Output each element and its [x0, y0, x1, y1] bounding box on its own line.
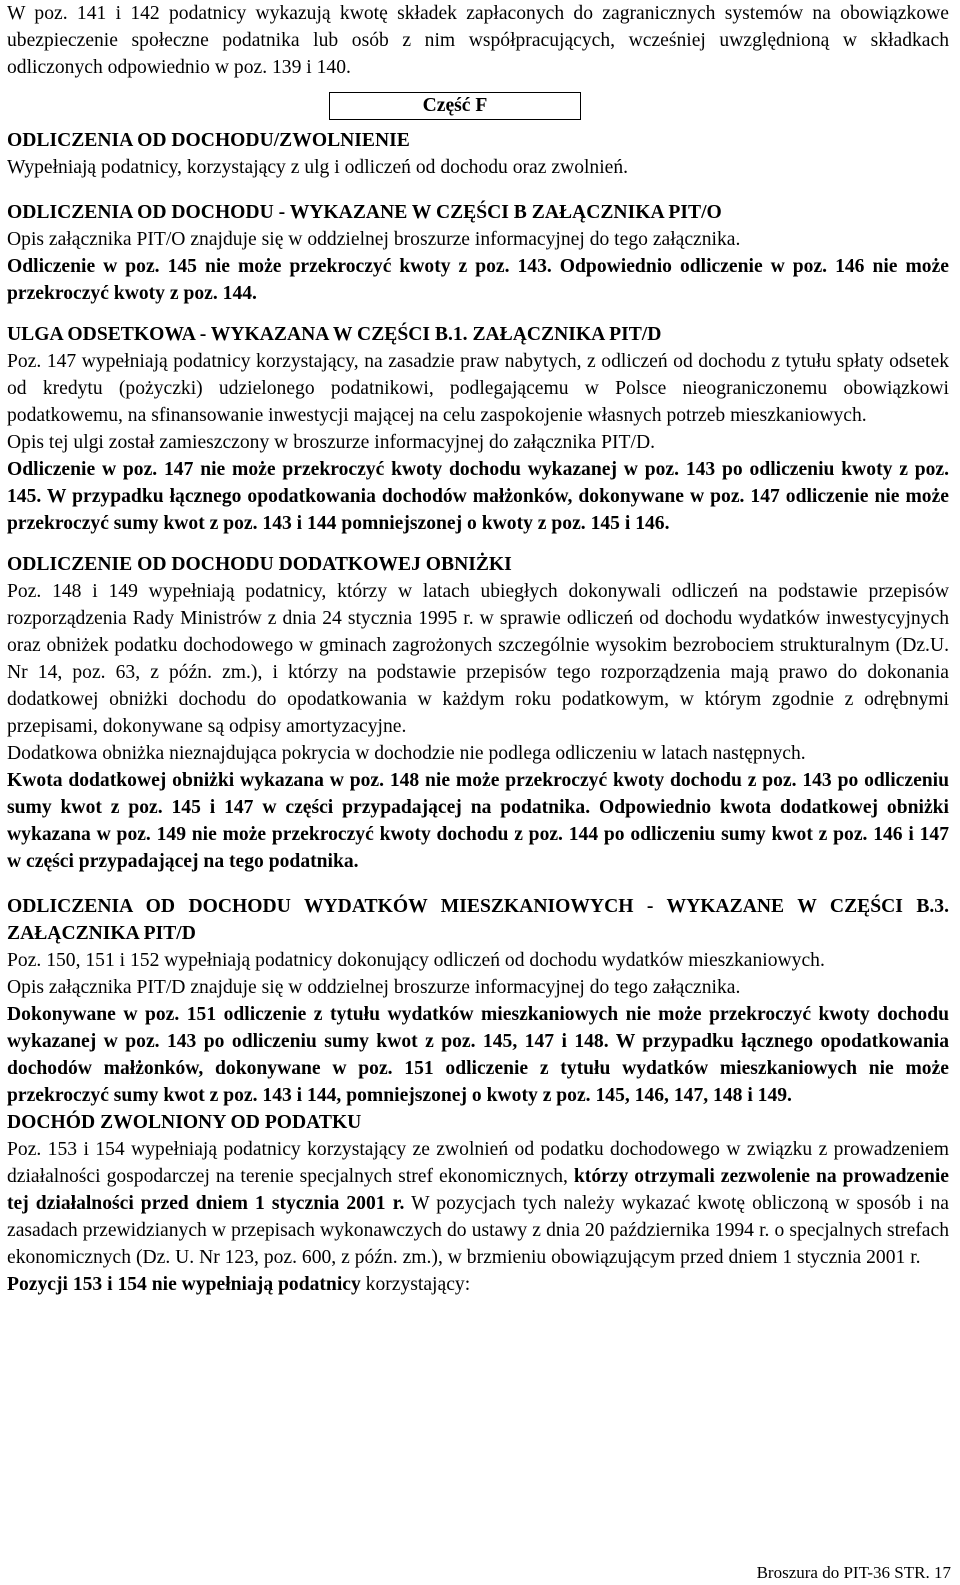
text-run: korzystający: [360, 1274, 471, 1295]
section-bold-text: Dokonywane w poz. 151 odliczenie z tytułu wydatków mieszkaniowych nie może przekroczyć kwoty dochodu wykazanej w poz. 143 po odliczeniu sumy kwot z poz. 145, 147 i 148. W przypadku łącznego opodatkowania dochodów małżonków, dokonywane w poz. 151 odliczenie z tytułu wydatków mieszkaniowych nie może przekroczyć sumy kwot z poz. 143 i 144, pomniejszonej o kwoty z poz. 145, 146, 147, 148 i 149. [7, 1004, 949, 1106]
section-text: Opis załącznika PIT/O znajduje się w oddzielnej broszurze informacyjnej do tego załącznika. [7, 229, 741, 250]
section-text: Poz. 150, 151 i 152 wypełniają podatnicy dokonujący odliczeń od dochodu wydatków mieszkaniowych. [7, 950, 825, 971]
section-text: Opis załącznika PIT/D znajduje się w oddzielnej broszurze informacyjnej do tego załącznika. [7, 977, 741, 998]
section-text: Opis tej ulgi został zamieszczony w broszurze informacyjnej do załącznika PIT/D. [7, 432, 655, 453]
section-text: Poz. 147 wypełniają podatnicy korzystający, na zasadzie praw nabytych, z odliczeń od dochodu z tytułu spłaty odsetek od kredytu (pożyczki) udzielonego podatnikowi, podlegającemu w Polsce nieograniczonemu obowiązkowi podatkowemu, na sfinansowanie inwestycji mającej na celu zaspokojenie własnych potrzeb mieszkaniowych. [7, 351, 949, 426]
section-heading-dodatkowa-obnizka: ODLICZENIE OD DOCHODU DODATKOWEJ OBNIŻKI [7, 554, 512, 575]
text-run-bold: którzy otrzymali zezwolenie na prowadzenie tej działalności przed dniem 1 stycznia 2001 r. [7, 1166, 949, 1214]
section-text-mixed [7, 1271, 949, 1298]
section-bold-text: Odliczenie w poz. 145 nie może przekroczyć kwoty z poz. 143. Odpowiednio odliczenie w poz. 146 nie może przekroczyć kwoty z poz. 144. [7, 256, 949, 304]
section-text: Dodatkowa obniżka nieznajdująca pokrycia w dochodzie nie podlega odliczeniu w latach następnych. [7, 743, 806, 764]
page-footer: Broszura do PIT-36 STR. 17 [756, 1563, 951, 1582]
section-text-mixed [7, 1136, 949, 1271]
section-heading-pit-o: ODLICZENIA OD DOCHODU - WYKAZANE W CZĘŚCI B ZAŁĄCZNIKA PIT/O [7, 202, 722, 223]
section-bold-text: Kwota dodatkowej obniżki wykazana w poz. 148 nie może przekroczyć kwoty dochodu z poz. 143 po odliczeniu sumy kwot z poz. 145 i 147 w części przypadającej na podatnika. Odpowiednio kwota dodatkowej obniżki wykazana w poz. 149 nie może przekroczyć kwoty dochodu z poz. 144 po odliczeniu sumy kwot z poz. 146 i 147 w części przypadającej na tego podatnika. [7, 770, 949, 872]
section-heading-wydatki-mieszkaniowe: ODLICZENIA OD DOCHODU WYDATKÓW MIESZKANIOWYCH - WYKAZANE W CZĘŚCI B.3. ZAŁĄCZNIKA PIT/D [7, 896, 949, 944]
intro-paragraph: W poz. 141 i 142 podatnicy wykazują kwotę składek zapłaconych do zagranicznych systemów na obowiązkowe ubezpieczenie społeczne podatnika lub osób z nim współpracujących, wcześniej uwzględnioną w składkach odliczonych odpowiednio w poz. 139 i 140. [7, 3, 949, 78]
text-run-bold: Pozycji 153 i 154 nie wypełniają podatnicy [7, 1274, 361, 1295]
section-text: Wypełniają podatnicy, korzystający z ulg i odliczeń od dochodu oraz zwolnień. [7, 157, 629, 178]
section-heading-ulga-odsetkowa: ULGA ODSETKOWA - WYKAZANA W CZĘŚCI B.1. ZAŁĄCZNIKA PIT/D [7, 324, 662, 345]
document-page [7, 0, 949, 1298]
part-title-box: Część F [329, 92, 581, 120]
text-run: W pozycjach tych należy wykazać kwotę obliczoną w sposób i na zasadach przewidzianych w przepisach wykonawczych do ustawy z dnia 20 października 1994 r. o specjalnych strefach ekonomicznych (Dz. U. Nr 123, poz. 600, z późn. zm.), w brzmieniu obowiązującym przed dniem 1 stycznia 2001 r. [7, 1193, 949, 1268]
section-bold-text: Odliczenie w poz. 147 nie może przekroczyć kwoty dochodu wykazanej w poz. 143 po odliczeniu kwoty z poz. 145. W przypadku łącznego opodatkowania dochodów małżonków, dokonywane w poz. 147 odliczenie nie może przekroczyć sumy kwot z poz. 143 i 144 pomniejszonej o kwoty z poz. 145 i 146. [7, 459, 949, 534]
section-heading-odliczenia-zwolnienie: ODLICZENIA OD DOCHODU/ZWOLNIENIE [7, 130, 410, 151]
text-run: Poz. 153 i 154 wypełniają podatnicy korzystający ze zwolnień od podatku dochodowego w związku z prowadzeniem działalności gospodarczej na terenie specjalnych stref ekonomicznych, [7, 1139, 949, 1187]
section-text: Poz. 148 i 149 wypełniają podatnicy, którzy w latach ubiegłych dokonywali odliczeń na podstawie przepisów rozporządzenia Rady Ministrów z dnia 24 stycznia 1995 r. w sprawie odliczeń od dochodu wydatków inwestycyjnych oraz obniżek podatku dochodowego w gminach zagrożonych szczególnie wysokim bezrobociem strukturalnym (Dz.U. Nr 14, poz. 63, z późn. zm.), i którzy na podstawie przepisów tego rozporządzenia mają prawo do dokonania dodatkowej obniżki dochodu do opodatkowania w każdym roku podatkowym, w którym zgodnie z odrębnymi przepisami, dokonywane są odpisy amortyzacyjne. [7, 581, 949, 737]
section-heading-dochod-zwolniony: DOCHÓD ZWOLNIONY OD PODATKU [7, 1112, 362, 1133]
